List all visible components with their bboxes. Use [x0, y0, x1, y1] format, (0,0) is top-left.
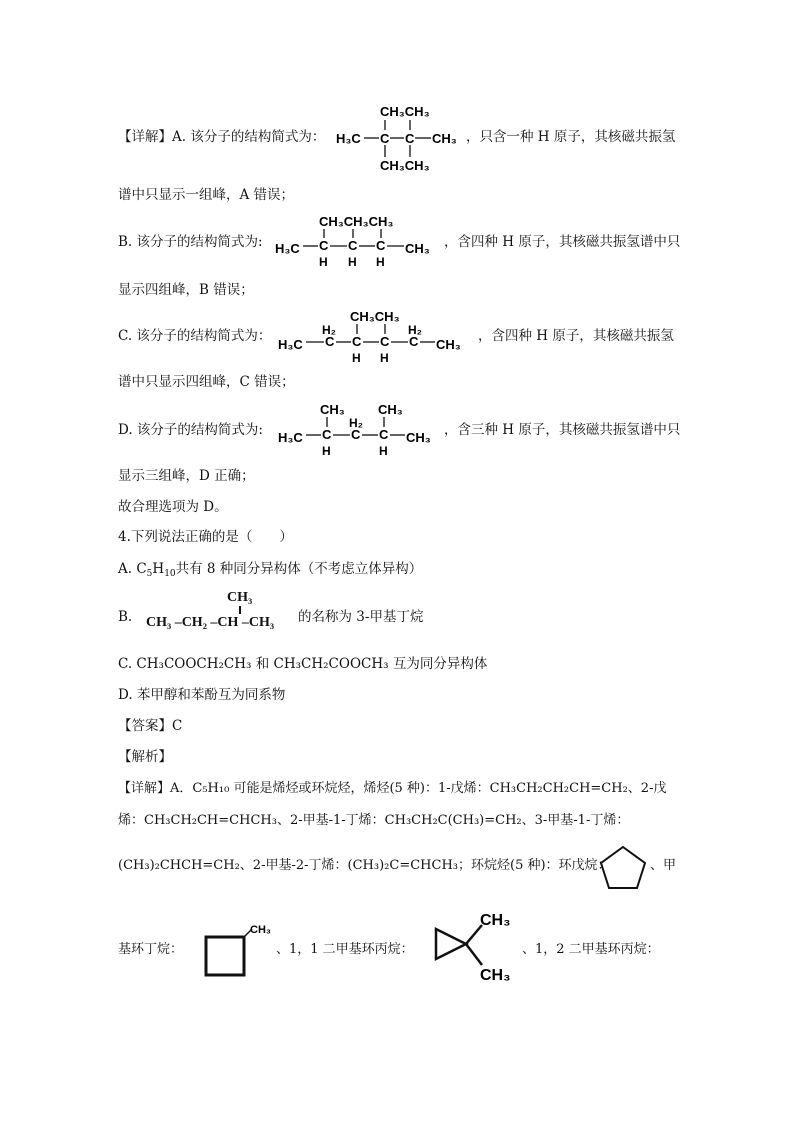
q4-analysis-line3: (CH₃)₂CHCH=CH₂、2-甲基-2-丁烯：(CH₃)₂C=CHCH₃；环烷烃(5 种)：环戊烷：	[118, 858, 611, 873]
svg-text:C: C	[348, 238, 358, 253]
analysis-c-cont: 谱中只显示四组峰，C 错误；	[118, 374, 295, 390]
molecule-c-structure	[276, 305, 476, 365]
q4-analysis-line4-post: 、1，2 二甲基环丙烷：	[522, 942, 660, 957]
methylcyclobutane-structure	[200, 919, 280, 984]
svg-text:C: C	[405, 131, 415, 146]
analysis-heading: 【解析】	[118, 749, 172, 765]
q4-analysis-line4-mid: 、1，1 二甲基环丙烷：	[276, 942, 414, 957]
option-b-methyl: CH₃	[227, 590, 253, 605]
analysis-a-suffix: ，只含一种 H 原子，其核磁共振氢	[466, 129, 676, 145]
svg-text:H₂: H₂	[408, 323, 422, 337]
answer: 【答案】C	[118, 718, 183, 734]
analysis-d-prefix: D. 该分子的结构简式为:	[118, 422, 263, 438]
svg-text:CH₃: CH₃	[436, 337, 461, 352]
q4-analysis-line1: 【详解】A．C₅H₁₀ 可能是烯烃或环烷烃，烯烃(5 种)：1-戊烯：CH₃CH₂CH₂CH=CH₂、2-戊	[118, 781, 667, 796]
q4-analysis-line3-post: 、甲	[650, 858, 677, 873]
svg-text:H₃C: H₃C	[275, 241, 300, 256]
svg-text:C: C	[325, 334, 335, 349]
svg-text:H: H	[322, 444, 331, 458]
svg-text:C: C	[376, 238, 386, 253]
analysis-b-prefix: B. 该分子的结构简式为:	[118, 234, 263, 250]
cyclopentane-ring	[597, 843, 649, 891]
question4-option-b-label: B.	[118, 609, 133, 625]
methylcyclobutane-label: CH₃	[250, 924, 271, 936]
analysis-d-cont: 显示三组峰，D 正确；	[118, 468, 255, 484]
question4-option-b-suffix: 的名称为 3-甲基丁烷	[298, 609, 424, 625]
molecule-d-structure	[276, 398, 446, 458]
analysis-b-suffix: ，含四种 H 原子，其核磁共振氢谱中只	[444, 234, 681, 250]
cyclopropane-methyl-top: CH₃	[480, 912, 511, 929]
cyclopropane-methyl-bottom: CH₃	[480, 967, 511, 984]
dimethylcyclopropane-structure	[432, 905, 522, 985]
analysis-d-suffix: ，含三种 H 原子，其核磁共振氢谱中只	[444, 422, 681, 438]
svg-text:H₃C: H₃C	[278, 430, 303, 445]
svg-text:CH₃: CH₃	[378, 402, 403, 417]
conclusion: 故合理选项为 D。	[118, 499, 228, 515]
option-b-formula: CH₃ –CH₂ –CH –CH₃	[146, 615, 275, 630]
svg-text:H: H	[379, 444, 388, 458]
svg-text:C: C	[319, 238, 329, 253]
svg-text:C: C	[351, 427, 361, 442]
svg-text:H₂: H₂	[322, 323, 336, 337]
analysis-a-line	[118, 128, 325, 146]
molecule-c-top: CH₃CH₃	[350, 309, 400, 324]
svg-text:H: H	[348, 255, 357, 269]
question4-option-c: C. CH₃COOCH₂CH₃ 和 CH₃CH₂COOCH₃ 互为同分异构体	[118, 656, 488, 672]
svg-text:C: C	[409, 334, 419, 349]
svg-text:H: H	[319, 255, 328, 269]
q4-analysis-line4: 基环丁烷：	[118, 942, 184, 957]
analysis-a-cont: 谱中只显示一组峰，A 错误；	[118, 187, 295, 203]
molecule-a-right: CH₃	[432, 131, 457, 146]
question4-option-a: A. $C_5H_{10}$共有 8 种同分异构体（不考虑立体异构）	[118, 561, 423, 579]
svg-text:H: H	[376, 255, 385, 269]
svg-text:C: C	[380, 131, 390, 146]
question4-stem: 4.下列说法正确的是（ ）	[118, 529, 293, 545]
svg-text:C: C	[380, 334, 390, 349]
svg-text:H: H	[352, 351, 361, 365]
svg-text:H₂: H₂	[349, 416, 363, 430]
svg-text:CH₃: CH₃	[406, 430, 431, 445]
svg-text:H₃C: H₃C	[278, 337, 303, 352]
molecule-b-structure	[273, 210, 443, 270]
analysis-c-prefix: C. 该分子的结构简式为：	[118, 328, 272, 344]
analysis-a-prefix: 【详解】A. 该分子的结构简式为：	[118, 129, 326, 145]
molecule-a-bottom: CH₃CH₃	[380, 158, 430, 173]
analysis-b-cont: 显示四组峰，B 错误；	[118, 282, 254, 298]
svg-text:CH₃: CH₃	[320, 402, 345, 417]
svg-text:C: C	[352, 334, 362, 349]
question4-option-d: D. 苯甲醇和苯酚互为同系物	[118, 687, 286, 703]
q4-analysis-line2: 烯：CH₃CH₂CH=CHCH₃、2-甲基-1-丁烯：CH₃CH₂C(CH₃)=CH₂、3-甲基-1-丁烯：	[118, 813, 630, 828]
molecule-a-structure	[334, 100, 464, 176]
svg-text:C: C	[322, 427, 332, 442]
analysis-c-suffix: ，含四种 H 原子，其核磁共振氢	[478, 328, 674, 344]
molecule-b-top: CH₃CH₃CH₃	[319, 214, 394, 229]
molecule-a-top: CH₃CH₃	[380, 104, 430, 119]
molecule-a-left: H₃C	[336, 131, 361, 146]
svg-text:H: H	[380, 351, 389, 365]
svg-text:CH₃: CH₃	[405, 241, 430, 256]
option-b-branch-bond	[239, 606, 241, 614]
svg-text:C: C	[379, 427, 389, 442]
